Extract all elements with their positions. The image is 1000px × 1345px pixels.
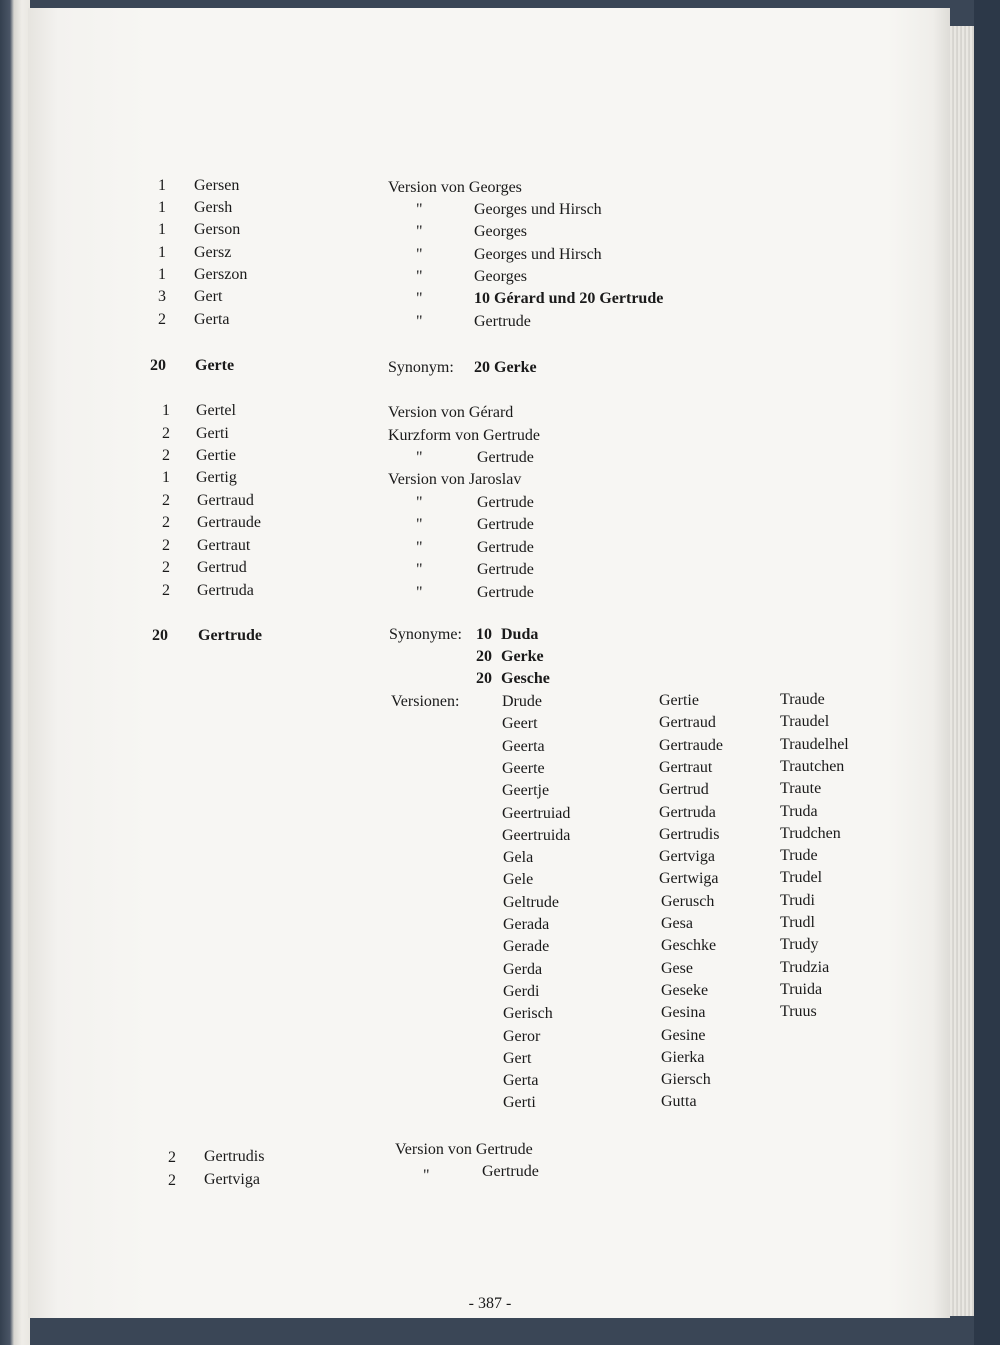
entry-label: Version von Gertrude (395, 1141, 533, 1158)
entry-value: Gertrude (477, 494, 534, 511)
version-name: Gertie (659, 692, 699, 709)
version-name: Geschke (661, 937, 717, 955)
entry-name: Gertie (196, 447, 236, 464)
ditto-mark: " (416, 516, 423, 533)
version-name: Trudchen (780, 824, 841, 842)
entry-value: Georges und Hirsch (474, 201, 602, 218)
version-name: Gerda (503, 960, 543, 978)
entry-count: 1 (158, 199, 166, 216)
entry-name: Gerszon (194, 266, 248, 283)
entry-name: Gertraut (197, 537, 251, 554)
entry-value: Gertrude (474, 313, 531, 330)
version-name: Traudelhel (780, 735, 849, 753)
version-name: Traute (780, 780, 822, 798)
version-name: Drude (502, 693, 542, 710)
entry-name: Gersz (194, 244, 232, 261)
entry-label: Kurzform von Gertrude (388, 427, 540, 444)
entry-value: Gertrude (477, 539, 534, 556)
version-name: Gertviga (659, 848, 715, 866)
ditto-mark: " (416, 494, 423, 511)
entry-name: Gerti (196, 425, 229, 442)
synonym-number: 10 (476, 626, 492, 643)
ditto-mark: " (416, 539, 423, 556)
entry-value: Georges (474, 223, 528, 240)
version-name: Gerisch (503, 1005, 553, 1023)
synonym-name: Gesche (501, 670, 550, 687)
synonyms-label: Synonyme: (389, 626, 462, 643)
entry-label: Version von Jaroslav (388, 471, 522, 488)
version-name: Gerta (503, 1072, 539, 1090)
version-name: Gesine (661, 1026, 706, 1044)
version-name: Gierka (661, 1048, 705, 1066)
version-name: Trudi (780, 891, 815, 909)
entry-value: Gertrude (477, 561, 534, 578)
book-spine-left (0, 0, 30, 1345)
entry-count: 1 (158, 244, 166, 261)
entry-count: 2 (162, 582, 170, 599)
entry-label: Synonym: (388, 359, 454, 376)
version-name: Geerte (502, 759, 545, 777)
book-cover-right (974, 0, 1000, 1345)
version-name: Gesina (661, 1004, 706, 1022)
entry-count: 20 (150, 357, 166, 374)
entry-name: Gertviga (204, 1171, 260, 1188)
entry-count: 2 (162, 492, 170, 509)
entry-name: Gertraude (197, 514, 261, 531)
version-name: Trautchen (780, 757, 845, 775)
entry-value: 20 Gerke (474, 359, 537, 376)
version-name: Truida (780, 980, 823, 998)
page-edges (950, 26, 974, 1316)
entry-count: 1 (162, 469, 170, 486)
version-name: Trudel (780, 869, 823, 887)
entry-value: Georges und Hirsch (474, 246, 602, 263)
ditto-mark: " (416, 246, 423, 263)
version-name: Traudel (780, 713, 830, 731)
entry-name: Gersen (194, 177, 240, 194)
entry-count: 2 (162, 537, 170, 554)
version-name: Gerada (503, 916, 550, 933)
entry-value: Gertrude (482, 1163, 539, 1180)
entry-value: Gertrude (477, 584, 534, 601)
synonym-number: 20 (476, 648, 492, 665)
entry-name: Gertrud (197, 559, 247, 576)
version-name: Gerade (503, 938, 550, 956)
entry-name: Gertig (196, 469, 237, 486)
entry-count: 2 (158, 311, 166, 328)
page-number: - 387 - (468, 1295, 512, 1312)
version-name: Geert (502, 715, 538, 733)
entry-name: Gersh (194, 199, 233, 216)
version-name: Trudl (780, 914, 815, 931)
versions-label: Versionen: (391, 693, 460, 710)
entry-name: Gert (194, 288, 223, 305)
entry-value: Gertrude (477, 449, 534, 466)
version-name: Gertruda (659, 803, 716, 821)
version-name: Giersch (661, 1071, 711, 1089)
version-name: Geltrude (503, 893, 559, 911)
version-name: Gertraud (659, 714, 716, 732)
entry-count: 2 (162, 447, 170, 464)
entry-name: Gertraud (197, 492, 254, 509)
version-name: Geerta (502, 737, 545, 755)
entry-count: 1 (158, 221, 166, 238)
entry-count: 1 (158, 177, 166, 194)
version-name: Trude (780, 847, 818, 865)
entry-value: Gertrude (477, 516, 534, 533)
ditto-mark: " (416, 313, 423, 330)
entry-count: 2 (168, 1149, 176, 1166)
version-name: Gerti (503, 1094, 536, 1112)
ditto-mark: " (416, 268, 423, 285)
version-name: Gerusch (661, 892, 715, 910)
entry-label: Version von Gérard (388, 404, 514, 421)
ditto-mark: " (416, 561, 423, 578)
ditto-mark: " (423, 1167, 430, 1184)
entry-count: 2 (162, 559, 170, 576)
version-name: Geseke (661, 981, 709, 999)
entry-count: 2 (162, 514, 170, 531)
version-name: Geertje (502, 782, 550, 800)
version-name: Gertrud (659, 781, 709, 799)
version-name: Truda (780, 802, 818, 820)
synonym-number: 20 (476, 670, 492, 687)
entry-count: 3 (158, 288, 166, 305)
version-name: Gerdi (503, 982, 540, 1000)
entry-value: Georges (474, 268, 528, 285)
version-name: Gertrudis (659, 825, 720, 843)
ditto-mark: " (416, 449, 423, 466)
entry-value: 10 Gérard und 20 Gertrude (474, 290, 664, 307)
version-name: Geror (503, 1027, 541, 1045)
synonym-name: Gerke (501, 648, 544, 665)
version-name: Gertraut (659, 758, 713, 776)
version-name: Geertruiad (502, 804, 571, 822)
entry-name: Gertel (196, 402, 236, 419)
entry-count: 1 (162, 402, 170, 419)
entry-count: 2 (168, 1172, 176, 1189)
version-name: Gesa (661, 915, 693, 932)
entry-name: Gerson (194, 221, 241, 238)
version-name: Trudzia (780, 958, 830, 976)
ditto-mark: " (416, 201, 423, 218)
ditto-mark: " (416, 290, 423, 307)
version-name: Truus (780, 1003, 817, 1021)
version-name: Gertraude (659, 736, 723, 754)
entry-count: 20 (152, 627, 168, 644)
entry-name: Gertrudis (204, 1148, 265, 1165)
version-name: Gutta (661, 1093, 697, 1111)
version-name: Gese (661, 959, 693, 977)
version-name: Gert (503, 1049, 532, 1067)
entry-name: Gerta (194, 311, 230, 328)
entry-name: Gertruda (197, 582, 254, 599)
entry-name: Gerte (195, 357, 235, 374)
entry-name: Gertrude (198, 627, 262, 644)
entry-count: 1 (158, 266, 166, 283)
ditto-mark: " (416, 223, 423, 240)
synonym-name: Duda (501, 626, 539, 643)
entry-label: Version von Georges (388, 179, 522, 196)
version-name: Gele (503, 871, 534, 889)
version-name: Trudy (780, 936, 819, 954)
entry-count: 2 (162, 425, 170, 442)
version-name: Gela (503, 849, 534, 867)
version-name: Traude (780, 691, 825, 708)
version-name: Geertruida (502, 826, 571, 844)
ditto-mark: " (416, 584, 423, 601)
version-name: Gertwiga (659, 870, 719, 888)
